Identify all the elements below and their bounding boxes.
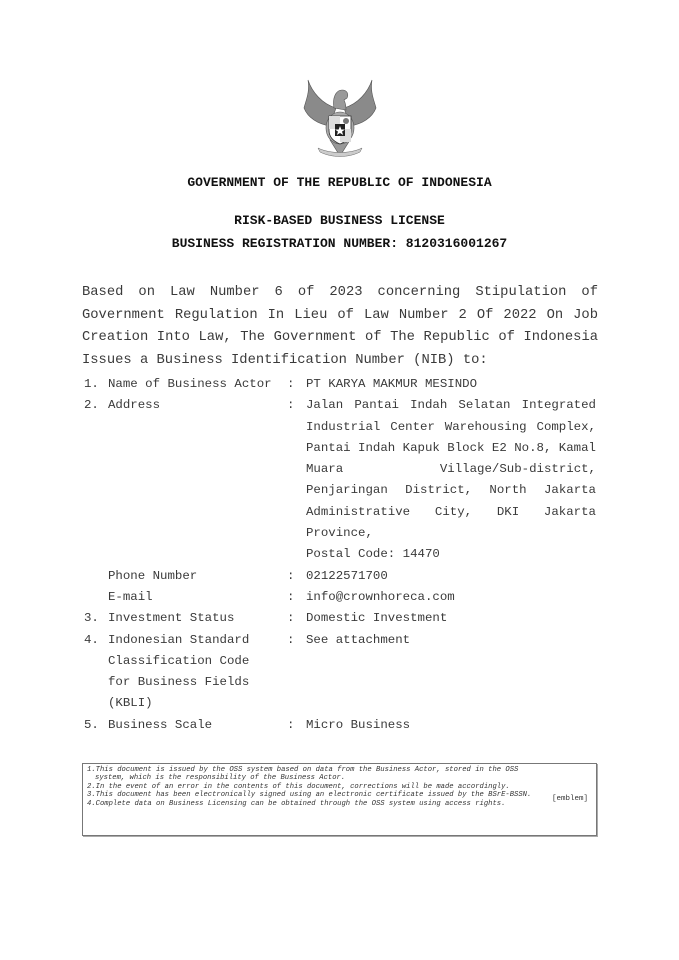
field-label: Name of Business Actor: [108, 377, 272, 391]
field-number: 5.: [84, 717, 99, 732]
field-number: 4.: [84, 632, 99, 647]
license-title: RISK-BASED BUSINESS LICENSE: [234, 213, 445, 228]
footer-note: 1.This document is issued by the OSS system based on data from the Business Actor, stored in the OSS system, which is the responsibility of the Business Actor.: [87, 766, 519, 783]
field-row-scale: [82, 715, 602, 736]
field-label: [108, 630, 284, 715]
investment-status-value: Domestic Investment: [306, 611, 448, 626]
field-separator: :: [287, 398, 295, 413]
field-row-email: [82, 587, 602, 608]
business-name-value: PT KARYA MAKMUR MESINDO: [306, 377, 478, 391]
intro-line: Based on Law Number 6 of 2023 concerning Stipulation of: [82, 285, 598, 300]
footer-notes-box: [82, 763, 597, 836]
field-row-address: [82, 395, 602, 565]
address-line: Jalan Pantai Indah Selatan Integrated: [306, 398, 596, 413]
field-label-line: (KBLI): [108, 696, 153, 711]
field-label: Investment Status: [108, 611, 235, 626]
field-label: E-mail: [108, 590, 153, 604]
phone-value: 02122571700: [306, 568, 388, 583]
field-row-name: [82, 374, 602, 395]
field-label-line: Classification Code: [108, 653, 250, 668]
field-separator: :: [287, 717, 295, 732]
garuda-emblem-icon: [300, 78, 380, 162]
field-row-investment: [82, 608, 602, 629]
field-separator: :: [287, 377, 295, 391]
address-line: Industrial Center Warehousing Complex,: [306, 419, 596, 434]
intro-line: Creation Into Law, The Government of The Republic of Indonesia: [82, 330, 598, 345]
address-line: Muara Village/Sub-district,: [306, 462, 596, 477]
footer-note: 4.Complete data on Business Licensing can be obtained through the OSS system using access rights.: [87, 799, 506, 808]
footer-notes: [87, 766, 532, 808]
email-value: info@crownhoreca.com: [306, 590, 455, 604]
intro-line: Government Regulation In Lieu of Law Number 2 Of 2022 On Job: [82, 307, 598, 323]
business-scale-value: Micro Business: [306, 717, 411, 732]
field-label-line: for Business Fields: [108, 675, 250, 690]
field-label-line: Indonesian Standard: [108, 632, 250, 647]
intro-paragraph: [82, 282, 598, 372]
field-row-kbli: [82, 630, 602, 715]
address-line: Province,: [306, 526, 373, 541]
field-separator: :: [287, 611, 295, 626]
address-line: Penjaringan District, North Jakarta: [306, 483, 596, 498]
registration-number: BUSINESS REGISTRATION NUMBER: 8120316001267: [171, 236, 508, 251]
field-label: Address: [108, 398, 161, 413]
field-row-phone: [82, 566, 602, 587]
field-separator: :: [287, 590, 295, 604]
field-number: 2.: [84, 398, 99, 413]
government-heading: GOVERNMENT OF THE REPUBLIC OF INDONESIA: [187, 175, 492, 190]
kbli-value: See attachment: [306, 632, 411, 647]
intro-line: Issues a Business Identification Number (NIB) to:: [82, 352, 488, 368]
field-label: Business Scale: [108, 717, 213, 732]
field-separator: :: [287, 568, 295, 583]
footer-note: 3.This document has been electronically signed using an electronic certificate issued by the BSrE-BSSN.: [87, 791, 532, 800]
address-line: Postal Code: 14470: [306, 547, 440, 562]
field-label: Phone Number: [108, 568, 198, 583]
field-number: 1.: [84, 377, 99, 391]
address-value: [306, 395, 596, 565]
footer-note: 2.In the event of an error in the contents of this document, corrections will be made accordingly.: [87, 782, 510, 791]
address-line: Administrative City, DKI Jakarta: [306, 504, 596, 519]
field-separator: :: [287, 632, 295, 647]
address-line: Pantai Indah Kapuk Block E2 No.8, Kamal: [306, 440, 596, 455]
emblem-placeholder: [emblem]: [551, 795, 588, 803]
field-number: 3.: [84, 611, 99, 626]
